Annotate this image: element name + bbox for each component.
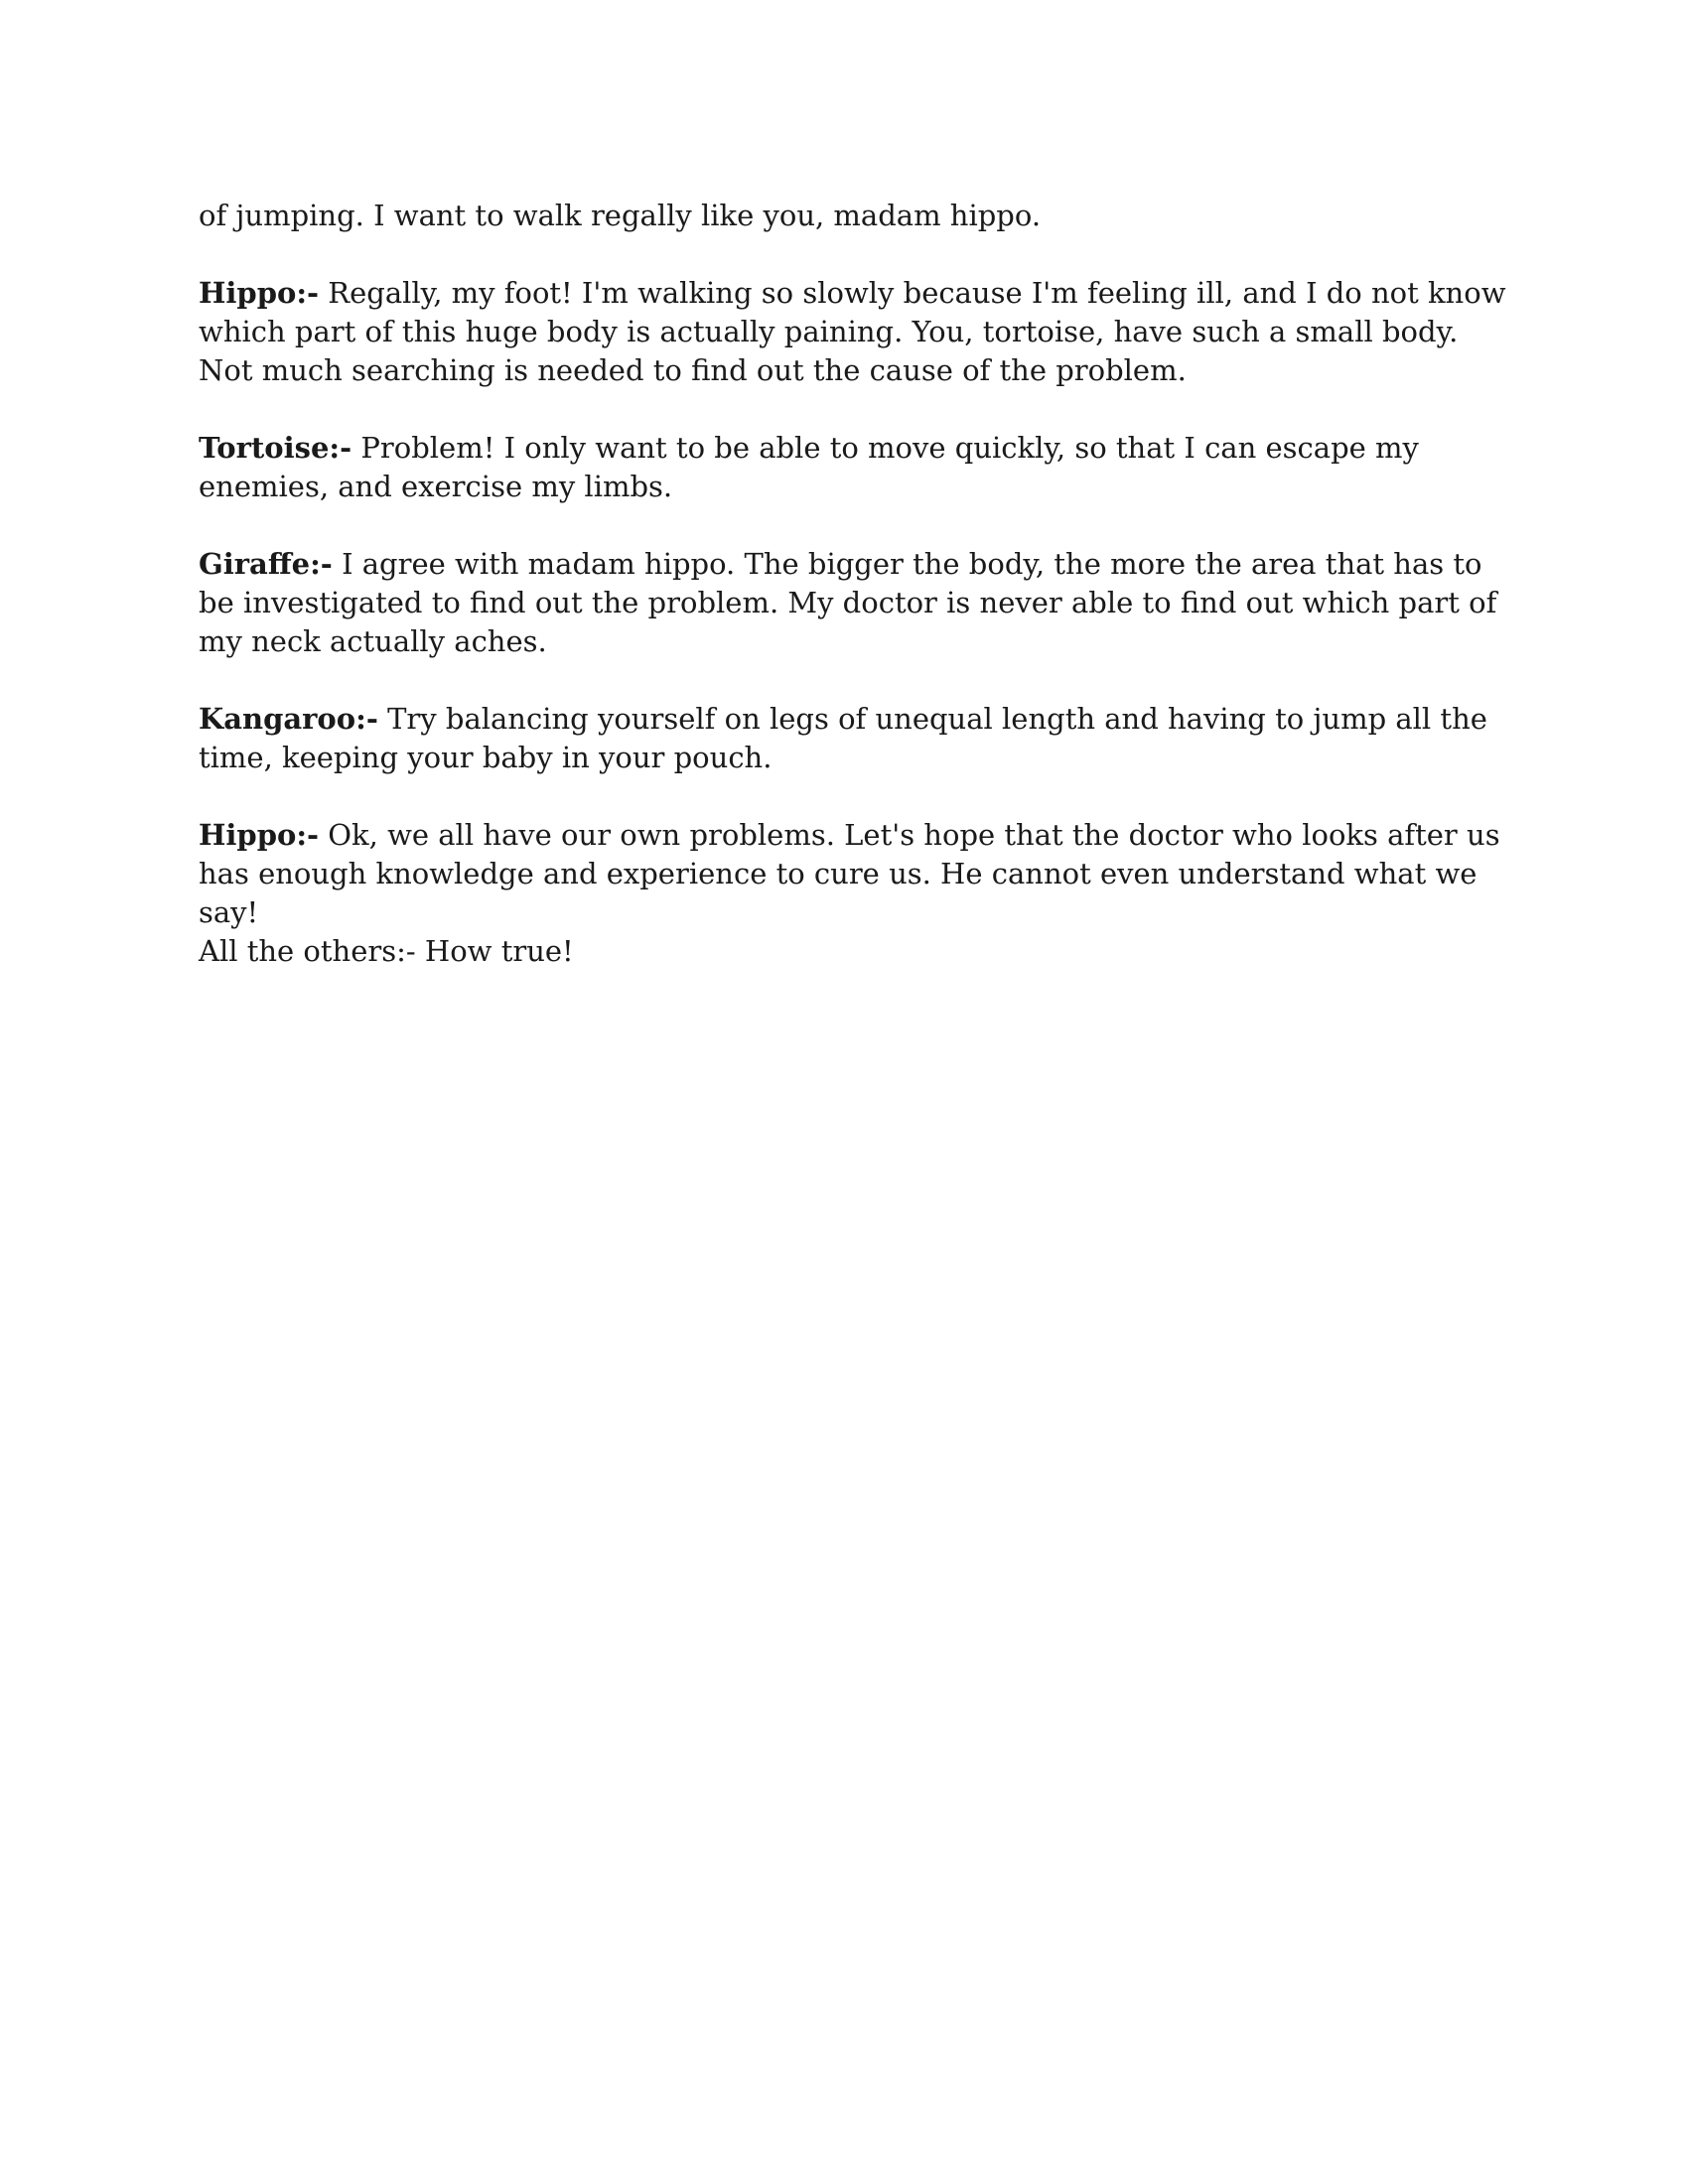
dialogue-tortoise [199,429,1509,506]
dialogue-giraffe [199,545,1509,661]
dialogue-kangaroo [199,700,1509,777]
dialogue-text: Ok, we all have our own problems. Let's hope that the doctor who looks after us has enough knowledge and experience to cure us. He cannot even understand what we say! [199,818,1500,929]
dialogue-text: All the others:- How true! [199,934,574,968]
speaker-label: Tortoise:- [199,431,352,465]
speaker-label: Hippo:- [199,276,320,310]
paragraph-text: of jumping. I want to walk regally like you, madam hippo. [199,199,1042,232]
document-body [199,197,1509,971]
dialogue-all-others [199,932,1509,971]
speaker-label: Kangaroo:- [199,702,378,736]
paragraph-continuation [199,197,1509,235]
dialogue-text: Regally, my foot! I'm walking so slowly because I'm feeling ill, and I do not know which part of this huge body is actually paining. You, tortoise, have such a small body. Not much searching is needed to find out the cause of the problem. [199,276,1506,387]
dialogue-text: Problem! I only want to be able to move quickly, so that I can escape my enemies, and exercise my limbs. [199,431,1419,503]
speaker-label: Giraffe:- [199,547,333,581]
dialogue-hippo-1 [199,274,1509,390]
speaker-label: Hippo:- [199,818,320,852]
dialogue-hippo-2 [199,816,1509,932]
dialogue-text: I agree with madam hippo. The bigger the body, the more the area that has to be investigated to find out the problem. My doctor is never able to find out which part of my neck actually aches. [199,547,1497,658]
dialogue-text: Try balancing yourself on legs of unequal length and having to jump all the time, keeping your baby in your pouch. [199,702,1487,774]
